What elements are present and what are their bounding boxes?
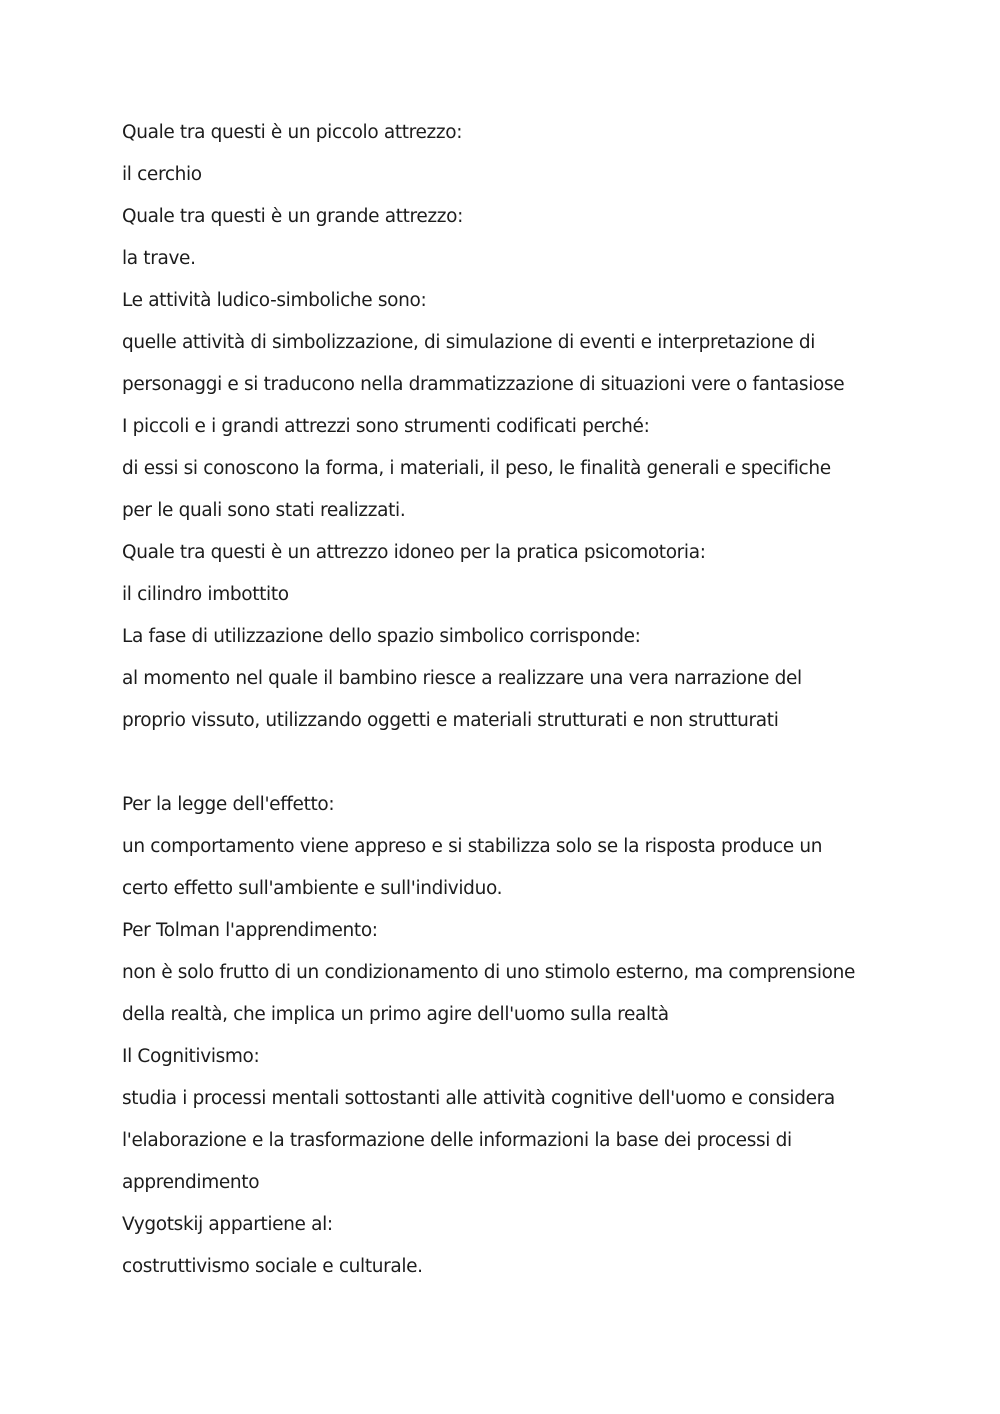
answer-line: non è solo frutto di un condizionamento di uno stimolo esterno, ma comprensione — [122, 962, 855, 983]
answer-line: costruttivismo sociale e culturale. — [122, 1256, 423, 1277]
document-body — [122, 112, 882, 1288]
answer-line: apprendimento — [122, 1172, 260, 1193]
answer-line: al momento nel quale il bambino riesce a realizzare una vera narrazione del — [122, 668, 802, 689]
question-line: Per Tolman l'apprendimento: — [122, 920, 378, 941]
answer-line: il cilindro imbottito — [122, 584, 289, 605]
question-line: Per la legge dell'effetto: — [122, 794, 335, 815]
question-line: Le attività ludico-simboliche sono: — [122, 290, 427, 311]
answer-line: personaggi e si traducono nella drammatizzazione di situazioni vere o fantasiose — [122, 374, 845, 395]
answer-line: proprio vissuto, utilizzando oggetti e materiali strutturati e non strutturati — [122, 710, 779, 731]
answer-line: studia i processi mentali sottostanti alle attività cognitive dell'uomo e considera — [122, 1088, 835, 1109]
question-line: Il Cognitivismo: — [122, 1046, 260, 1067]
question-line: Vygotskij appartiene al: — [122, 1214, 333, 1235]
answer-line: della realtà, che implica un primo agire dell'uomo sulla realtà — [122, 1004, 669, 1025]
question-line: Quale tra questi è un piccolo attrezzo: — [122, 122, 463, 143]
answer-line: quelle attività di simbolizzazione, di simulazione di eventi e interpretazione di — [122, 332, 816, 353]
answer-line: di essi si conoscono la forma, i materiali, il peso, le finalità generali e specifiche — [122, 458, 831, 479]
question-line: La fase di utilizzazione dello spazio simbolico corrisponde: — [122, 626, 641, 647]
blank-line — [122, 742, 882, 784]
answer-line: l'elaborazione e la trasformazione delle informazioni la base dei processi di — [122, 1130, 792, 1151]
answer-line: certo effetto sull'ambiente e sull'individuo. — [122, 878, 503, 899]
question-line: I piccoli e i grandi attrezzi sono strumenti codificati perché: — [122, 416, 650, 437]
answer-line: per le quali sono stati realizzati. — [122, 500, 406, 521]
answer-line: il cerchio — [122, 164, 202, 185]
question-line: Quale tra questi è un grande attrezzo: — [122, 206, 463, 227]
answer-line: un comportamento viene appreso e si stabilizza solo se la risposta produce un — [122, 836, 823, 857]
answer-line: la trave. — [122, 248, 196, 269]
question-line: Quale tra questi è un attrezzo idoneo per la pratica psicomotoria: — [122, 542, 706, 563]
